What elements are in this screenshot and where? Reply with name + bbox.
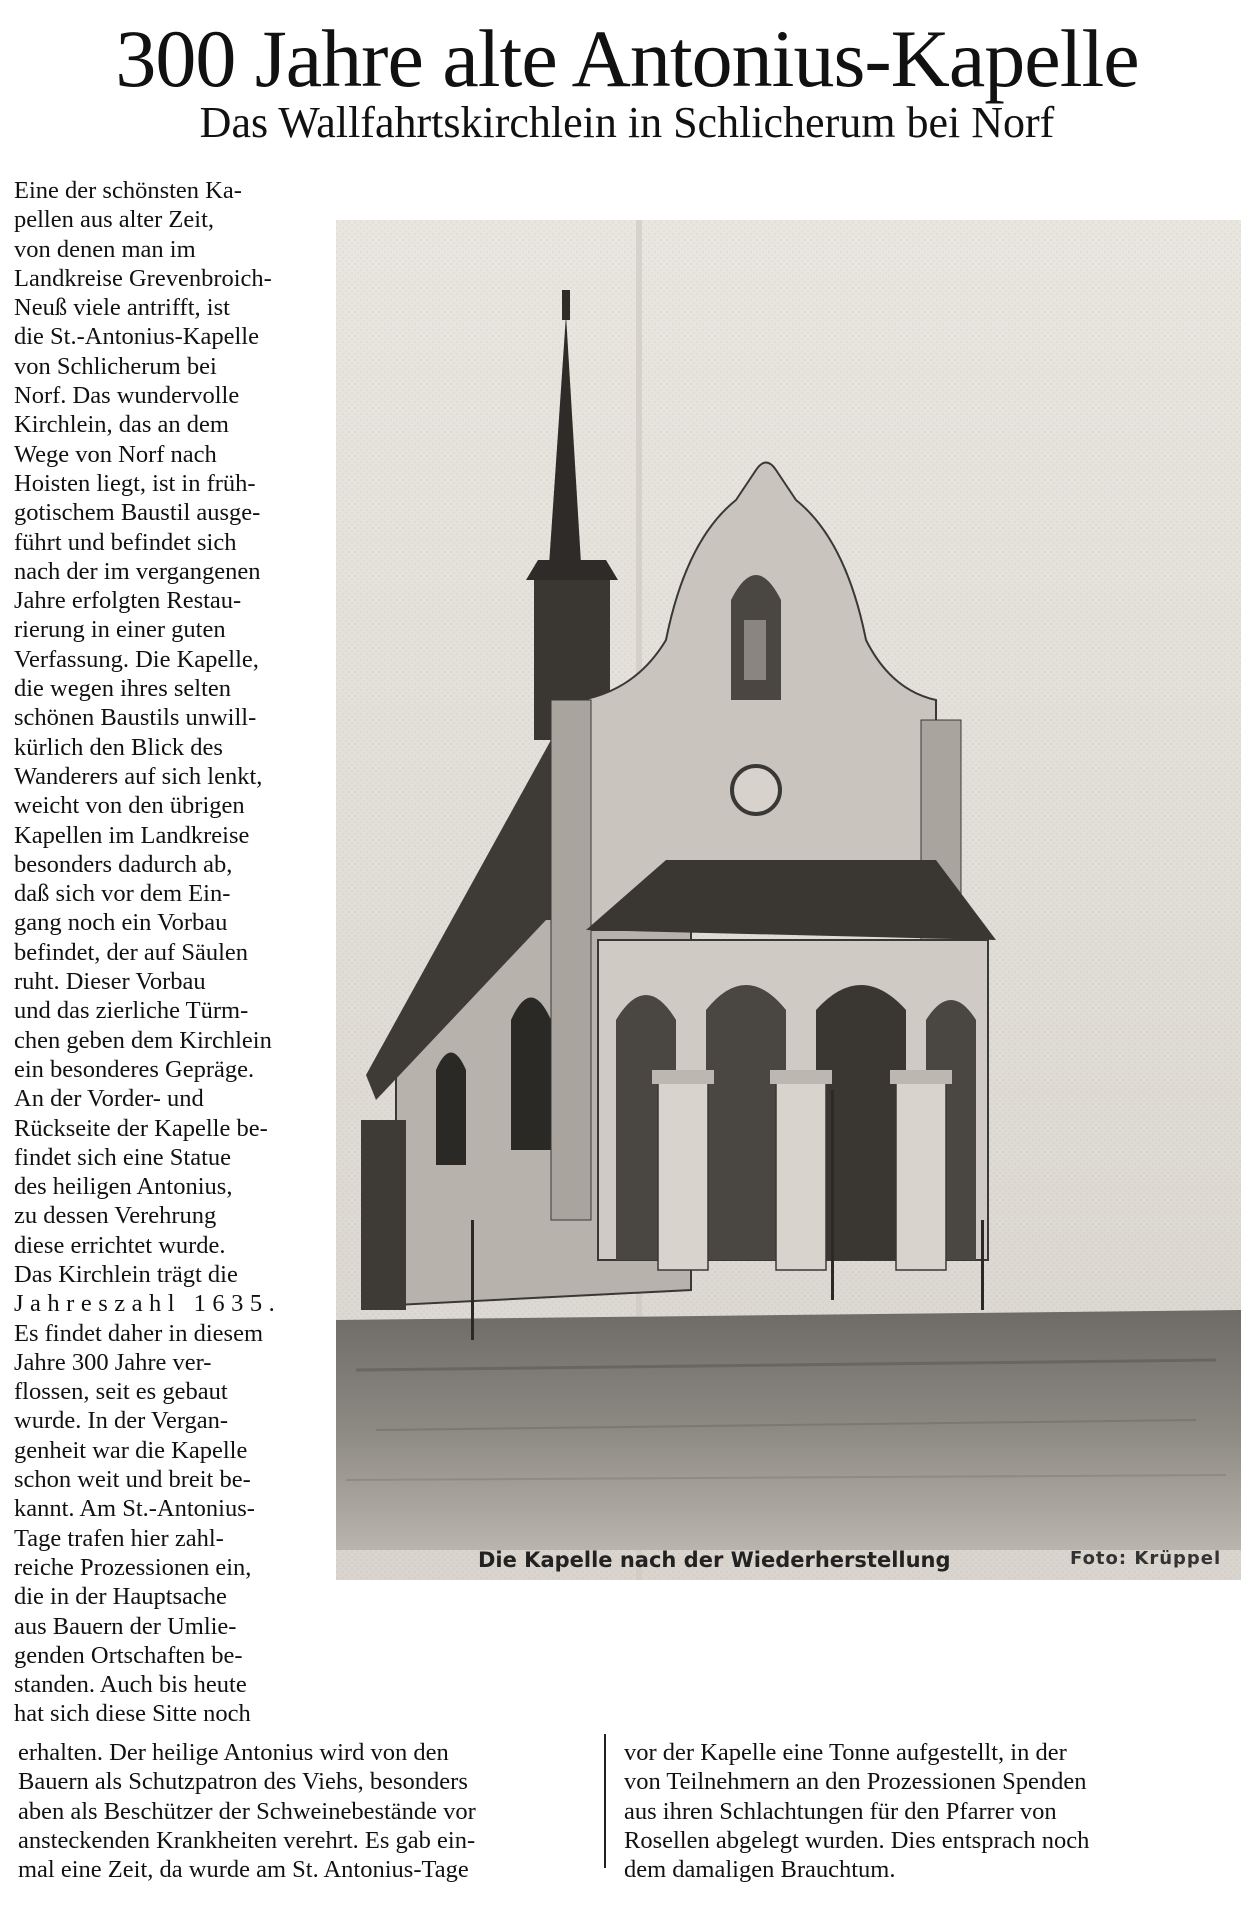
text-line: standen. Auch bis heute: [14, 1671, 247, 1699]
text-line: kürlich den Blick des: [14, 733, 223, 761]
text-line: Landkreise Grevenbroich-: [14, 264, 272, 292]
text-line: ansteckenden Krankheiten verehrt. Es gab ein-: [18, 1826, 476, 1854]
text-line: weicht von den übrigen: [14, 792, 245, 820]
headline: 300 Jahre alte Antonius-Kapelle: [115, 13, 1139, 104]
text-line: genden Ortschaften be-: [14, 1641, 243, 1669]
text-line: rierung in einer guten: [14, 616, 226, 644]
text-line: Neuß viele antrifft, ist: [14, 294, 230, 322]
text-line: Es findet daher in diesem: [14, 1319, 264, 1347]
text-line: erhalten. Der heilige Antonius wird von den: [18, 1739, 449, 1766]
text-line: chen geben dem Kirchlein: [14, 1026, 272, 1054]
text-line: Tage trafen hier zahl-: [14, 1524, 224, 1552]
article-column-bottom-right: [624, 1738, 1224, 1884]
text-line: Jahre erfolgten Restau-: [14, 587, 242, 615]
text-line: wurde. In der Vergan-: [14, 1407, 229, 1435]
text-line: genheit war die Kapelle: [14, 1436, 248, 1464]
text-line: Jahre 300 Jahre ver-: [14, 1348, 212, 1376]
text-line: schon weit und breit be-: [14, 1466, 251, 1494]
text-line: von Schlicherum bei: [14, 352, 217, 380]
column-divider: [604, 1734, 606, 1868]
text-line: zu dessen Verehrung: [14, 1202, 217, 1230]
photo-credit: Foto: Krüppel: [1070, 1548, 1222, 1569]
text-line: Kapellen im Landkreise: [14, 821, 250, 849]
subheadline: Das Wallfahrtskirchlein in Schlicherum bei Norf: [199, 98, 1055, 147]
text-line: pellen aus alter Zeit,: [14, 206, 214, 234]
text-line: hat sich diese Sitte noch: [14, 1700, 251, 1728]
text-line: Jahreszahl 1635.: [14, 1290, 282, 1318]
text-line: An der Vorder- und: [14, 1085, 204, 1113]
text-line: Wanderers auf sich lenkt,: [14, 762, 263, 790]
text-line: gotischem Baustil ausge-: [14, 499, 261, 527]
text-line: die wegen ihres selten: [14, 675, 232, 703]
text-line: Rosellen abgelegt wurden. Dies entsprach noch: [624, 1826, 1090, 1854]
text-line: daß sich vor dem Ein-: [14, 880, 231, 908]
text-line: kannt. Am St.-Antonius-: [14, 1495, 255, 1523]
text-line: nach der im vergangenen: [14, 557, 261, 585]
article-column-bottom-left: [18, 1738, 598, 1884]
photo-caption: Die Kapelle nach der Wiederherstellung: [478, 1548, 951, 1572]
text-line: führt und befindet sich: [14, 528, 237, 556]
text-line: aus ihren Schlachtungen für den Pfarrer von: [624, 1797, 1057, 1825]
text-line: vor der Kapelle eine Tonne aufgestellt, in der: [624, 1739, 1067, 1766]
text-line: Bauern als Schutzpatron des Viehs, besonders: [18, 1768, 468, 1796]
text-line: die in der Hauptsache: [14, 1583, 227, 1611]
text-line: von denen man im: [14, 235, 196, 263]
text-line: ruht. Dieser Vorbau: [14, 968, 206, 996]
text-line: aben als Beschützer der Schweinebestände vor: [18, 1797, 476, 1825]
text-line: Hoisten liegt, ist in früh-: [14, 469, 256, 497]
article-column-left: [14, 176, 344, 1729]
text-line: Kirchlein, das an dem: [14, 411, 229, 439]
text-line: besonders dadurch ab,: [14, 850, 233, 878]
text-line: reiche Prozessionen ein,: [14, 1553, 252, 1581]
text-line: des heiligen Antonius,: [14, 1173, 233, 1201]
text-line: Verfassung. Die Kapelle,: [14, 645, 259, 673]
text-line: diese errichtet wurde.: [14, 1231, 226, 1259]
text-line: befindet, der auf Säulen: [14, 938, 249, 966]
chapel-photo: [336, 220, 1241, 1580]
text-line: aus Bauern der Umlie-: [14, 1612, 237, 1640]
text-line: Eine der schönsten Ka-: [14, 177, 242, 204]
text-line: gang noch ein Vorbau: [14, 909, 228, 937]
text-line: Norf. Das wundervolle: [14, 382, 240, 410]
text-line: mal eine Zeit, da wurde am St. Antonius-Tage: [18, 1856, 469, 1884]
text-line: dem damaligen Brauchtum.: [624, 1856, 896, 1884]
text-line: Rückseite der Kapelle be-: [14, 1114, 268, 1142]
text-line: Wege von Norf nach: [14, 440, 217, 468]
text-line: Das Kirchlein trägt die: [14, 1260, 238, 1288]
text-line: und das zierliche Türm-: [14, 997, 249, 1025]
text-line: von Teilnehmern an den Prozessionen Spenden: [624, 1768, 1087, 1796]
text-line: schönen Baustils unwill-: [14, 704, 257, 732]
text-line: findet sich eine Statue: [14, 1143, 232, 1171]
text-line: die St.-Antonius-Kapelle: [14, 323, 259, 351]
text-line: flossen, seit es gebaut: [14, 1378, 228, 1406]
text-line: ein besonderes Gepräge.: [14, 1055, 255, 1083]
